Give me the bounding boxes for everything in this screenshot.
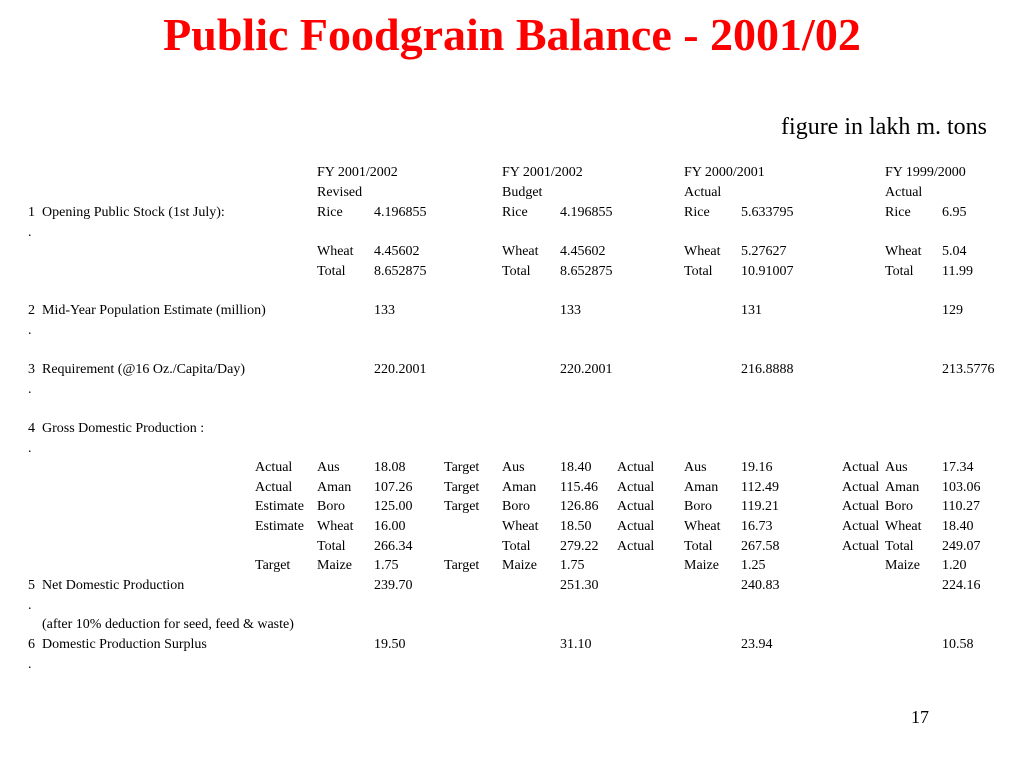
row-number: 6 xyxy=(28,637,35,652)
production-crop: Wheat xyxy=(317,519,354,534)
row-number: 2 xyxy=(28,303,35,318)
production-crop: Boro xyxy=(684,499,712,514)
production-crop: Total xyxy=(684,539,713,554)
stock-value: 5.633795 xyxy=(741,205,794,220)
production-value: 112.49 xyxy=(741,480,779,495)
requirement-value: 220.2001 xyxy=(560,362,613,377)
surplus-value: 19.50 xyxy=(374,637,406,652)
net-production-value: 224.16 xyxy=(942,578,981,593)
production-value: 1.20 xyxy=(942,558,967,573)
production-crop: Maize xyxy=(317,558,352,573)
production-status: Actual xyxy=(842,539,880,554)
production-status: Actual xyxy=(842,519,880,534)
production-crop: Total xyxy=(502,539,531,554)
net-production-value: 239.70 xyxy=(374,578,413,593)
production-crop: Maize xyxy=(502,558,537,573)
row-dot: . xyxy=(28,657,32,672)
stock-value: 4.45602 xyxy=(560,244,606,259)
production-value: 119.21 xyxy=(741,499,779,514)
production-status: Actual xyxy=(617,499,655,514)
production-value: 266.34 xyxy=(374,539,413,554)
production-status: Actual xyxy=(617,480,655,495)
column-header-status: Actual xyxy=(885,185,923,200)
stock-value: 4.196855 xyxy=(374,205,427,220)
requirement-value: 213.5776 xyxy=(942,362,995,377)
net-production-value: 240.83 xyxy=(741,578,780,593)
production-status: Actual xyxy=(617,519,655,534)
row-dot: . xyxy=(28,382,32,397)
production-value: 115.46 xyxy=(560,480,598,495)
production-crop: Boro xyxy=(317,499,345,514)
stock-value: 11.99 xyxy=(942,264,973,279)
production-value: 16.00 xyxy=(374,519,406,534)
production-crop: Aus xyxy=(317,460,340,475)
production-value: 19.16 xyxy=(741,460,773,475)
surplus-value: 23.94 xyxy=(741,637,773,652)
row-dot: . xyxy=(28,323,32,338)
row-number: 1 xyxy=(28,205,35,220)
production-status: Actual xyxy=(842,480,880,495)
row-label: Opening Public Stock (1st July): xyxy=(42,205,225,220)
stock-value: 4.196855 xyxy=(560,205,613,220)
production-crop: Total xyxy=(317,539,346,554)
production-value: 126.86 xyxy=(560,499,599,514)
stock-value: 8.652875 xyxy=(560,264,613,279)
population-value: 133 xyxy=(560,303,581,318)
production-value: 249.07 xyxy=(942,539,981,554)
row-label: Net Domestic Production xyxy=(42,578,185,593)
row-dot: . xyxy=(28,225,32,240)
production-crop: Aman xyxy=(885,480,920,495)
production-value: 110.27 xyxy=(942,499,980,514)
population-value: 129 xyxy=(942,303,963,318)
production-value: 267.58 xyxy=(741,539,780,554)
production-value: 279.22 xyxy=(560,539,599,554)
stock-item: Total xyxy=(885,264,914,279)
row-label: Requirement (@16 Oz./Capita/Day) xyxy=(42,362,245,377)
production-crop: Aus xyxy=(885,460,908,475)
row-number: 5 xyxy=(28,578,35,593)
row-dot: . xyxy=(28,598,32,613)
stock-item: Total xyxy=(684,264,713,279)
column-header-status: Budget xyxy=(502,185,543,200)
production-value: 16.73 xyxy=(741,519,773,534)
net-production-note: (after 10% deduction for seed, feed & waste) xyxy=(42,617,294,632)
production-status: Actual xyxy=(255,480,293,495)
row-number: 4 xyxy=(28,421,35,436)
column-header-year: FY 2001/2002 xyxy=(502,165,583,180)
row-label: Gross Domestic Production : xyxy=(42,421,205,436)
production-crop: Wheat xyxy=(502,519,539,534)
production-status: Target xyxy=(444,480,480,495)
surplus-value: 31.10 xyxy=(560,637,592,652)
production-status: Target xyxy=(444,558,480,573)
row-label: Domestic Production Surplus xyxy=(42,637,207,652)
surplus-value: 10.58 xyxy=(942,637,974,652)
production-status: Actual xyxy=(842,499,880,514)
production-crop: Aus xyxy=(684,460,707,475)
production-value: 125.00 xyxy=(374,499,413,514)
row-label: Mid-Year Population Estimate (million) xyxy=(42,303,266,318)
stock-value: 5.04 xyxy=(942,244,967,259)
stock-value: 6.95 xyxy=(942,205,967,220)
requirement-value: 216.8888 xyxy=(741,362,794,377)
production-value: 107.26 xyxy=(374,480,413,495)
stock-value: 5.27627 xyxy=(741,244,787,259)
stock-item: Rice xyxy=(317,205,343,220)
production-value: 1.25 xyxy=(741,558,766,573)
production-value: 18.50 xyxy=(560,519,592,534)
stock-item: Total xyxy=(502,264,531,279)
stock-item: Wheat xyxy=(317,244,354,259)
production-crop: Boro xyxy=(885,499,913,514)
stock-item: Wheat xyxy=(684,244,721,259)
stock-value: 4.45602 xyxy=(374,244,420,259)
column-header-year: FY 2001/2002 xyxy=(317,165,398,180)
column-header-year: FY 2000/2001 xyxy=(684,165,765,180)
production-value: 18.40 xyxy=(942,519,974,534)
stock-item: Rice xyxy=(684,205,710,220)
production-status: Estimate xyxy=(255,519,304,534)
production-crop: Aus xyxy=(502,460,525,475)
row-number: 3 xyxy=(28,362,35,377)
production-status: Actual xyxy=(617,460,655,475)
production-crop: Total xyxy=(885,539,914,554)
production-value: 103.06 xyxy=(942,480,981,495)
production-crop: Wheat xyxy=(885,519,922,534)
stock-value: 10.91007 xyxy=(741,264,794,279)
production-value: 1.75 xyxy=(560,558,585,573)
production-crop: Aman xyxy=(684,480,719,495)
stock-item: Wheat xyxy=(502,244,539,259)
production-status: Estimate xyxy=(255,499,304,514)
stock-item: Rice xyxy=(885,205,911,220)
production-status: Actual xyxy=(617,539,655,554)
production-crop: Aman xyxy=(502,480,537,495)
production-status: Target xyxy=(444,499,480,514)
production-crop: Wheat xyxy=(684,519,721,534)
slide-title: Public Foodgrain Balance - 2001/02 xyxy=(163,9,861,60)
population-value: 131 xyxy=(741,303,762,318)
production-status: Actual xyxy=(255,460,293,475)
production-value: 18.40 xyxy=(560,460,592,475)
production-value: 18.08 xyxy=(374,460,406,475)
stock-item: Rice xyxy=(502,205,528,220)
slide-number: 17 xyxy=(911,707,929,727)
units-note: figure in lakh m. tons xyxy=(781,114,987,140)
production-value: 17.34 xyxy=(942,460,974,475)
production-status: Target xyxy=(255,558,291,573)
row-dot: . xyxy=(28,441,32,456)
stock-item: Total xyxy=(317,264,346,279)
requirement-value: 220.2001 xyxy=(374,362,427,377)
population-value: 133 xyxy=(374,303,395,318)
net-production-value: 251.30 xyxy=(560,578,599,593)
column-header-status: Actual xyxy=(684,185,722,200)
column-header-status: Revised xyxy=(317,185,363,200)
production-crop: Maize xyxy=(684,558,719,573)
production-value: 1.75 xyxy=(374,558,399,573)
production-crop: Boro xyxy=(502,499,530,514)
production-crop: Maize xyxy=(885,558,920,573)
stock-item: Wheat xyxy=(885,244,922,259)
column-header-year: FY 1999/2000 xyxy=(885,165,966,180)
production-status: Target xyxy=(444,460,480,475)
production-status: Actual xyxy=(842,460,880,475)
stock-value: 8.652875 xyxy=(374,264,427,279)
production-crop: Aman xyxy=(317,480,352,495)
